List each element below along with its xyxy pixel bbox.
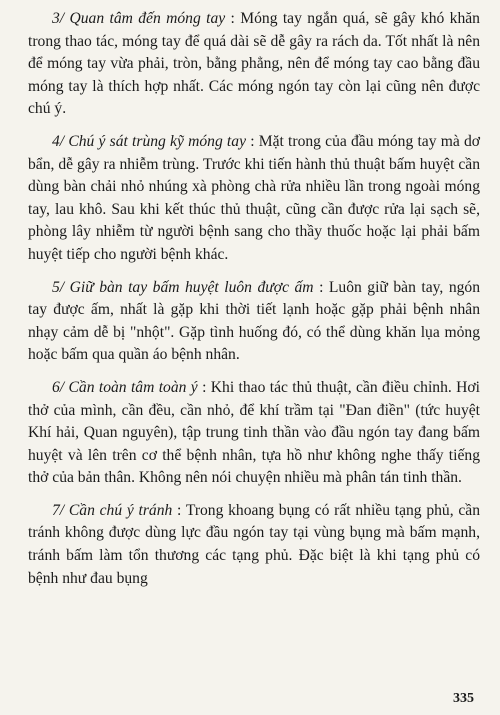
paragraph-nail-care (28, 8, 480, 121)
paragraph-warm-hands (28, 277, 480, 367)
paragraph-body: : Luôn giữ bàn tay, ngón tay được ấm, nhất là gặp khi thời tiết lạnh hoặc gặp phải bệnh nhân nhạy cảm dễ bị "nhột". Gặp tình huống đó, có thể dùng khăn lụa mỏng hoặc bấm qua quần áo bệnh nhân. (28, 278, 481, 364)
paragraph-body: : Móng tay ngắn quá, sẽ gây khó khăn trong thao tác, móng tay để quá dài sẽ dễ gây ra rách da. Tốt nhất là nên để móng tay vừa phải, tròn, bằng phẳng, nên để móng tay cao bằng đầu móng tay là thích hợp nhất. Các móng ngón tay còn lại cũng nên được chú ý. (28, 10, 480, 118)
paragraph-body: : Khi thao tác thủ thuật, cần điều chỉnh. Hơi thở của mình, cần đều, cần nhỏ, để khí trầm tại "Đan điền" (tức huyệt Khí hải, Quan nguyên), tập trung tinh thần vào đầu ngón tay đang bấm huyệt và lên trên cơ thể bệnh nhân, tựa hồ như không nghe thấy tiếng thở của bản thân. Không nên nói chuyện nhiều mà phân tán tinh thần. (28, 378, 480, 487)
paragraph-full-concentration (28, 377, 480, 490)
paragraph-body: : Trong khoang bụng có rất nhiều tạng phủ, cần tránh không được dùng lực đầu ngón tay tại vùng bụng mà bấm mạnh, tránh bấm làm tổn thương các tạng phủ. Đặc biệt là khi tạng phủ có bệnh như đau bụng (28, 501, 480, 587)
paragraph-nail-sterilization (28, 131, 480, 267)
paragraph-heading: 5/ Giữ bàn tay bấm huyệt luôn được ấm (52, 278, 314, 296)
paragraph-heading: 7/ Cần chú ý tránh (52, 501, 173, 519)
paragraph-heading: 4/ Chú ý sát trùng kỹ móng tay (52, 132, 246, 150)
page-number: 335 (453, 691, 474, 706)
paragraph-body: : Mặt trong của đầu móng tay mà dơ bẩn, dễ gây ra nhiễm trùng. Trước khi tiến hành thủ thuật bấm huyệt cần dùng bàn chải nhỏ nhúng xà phòng chà rửa nhiều lần trong ngoài móng tay, lau khô. Sau khi kết thúc thủ thuật, cũng cần được rửa lại sạch sẽ, phòng lây nhiễm từ người bệnh sang cho thầy thuốc hoặc lại phải bấm huyệt tiếp cho người bệnh khác. (28, 132, 480, 263)
paragraph-caution (28, 500, 480, 590)
paragraph-heading: 3/ Quan tâm đến móng tay (52, 10, 226, 27)
paragraph-heading: 6/ Cần toàn tâm toàn ý (52, 378, 198, 396)
